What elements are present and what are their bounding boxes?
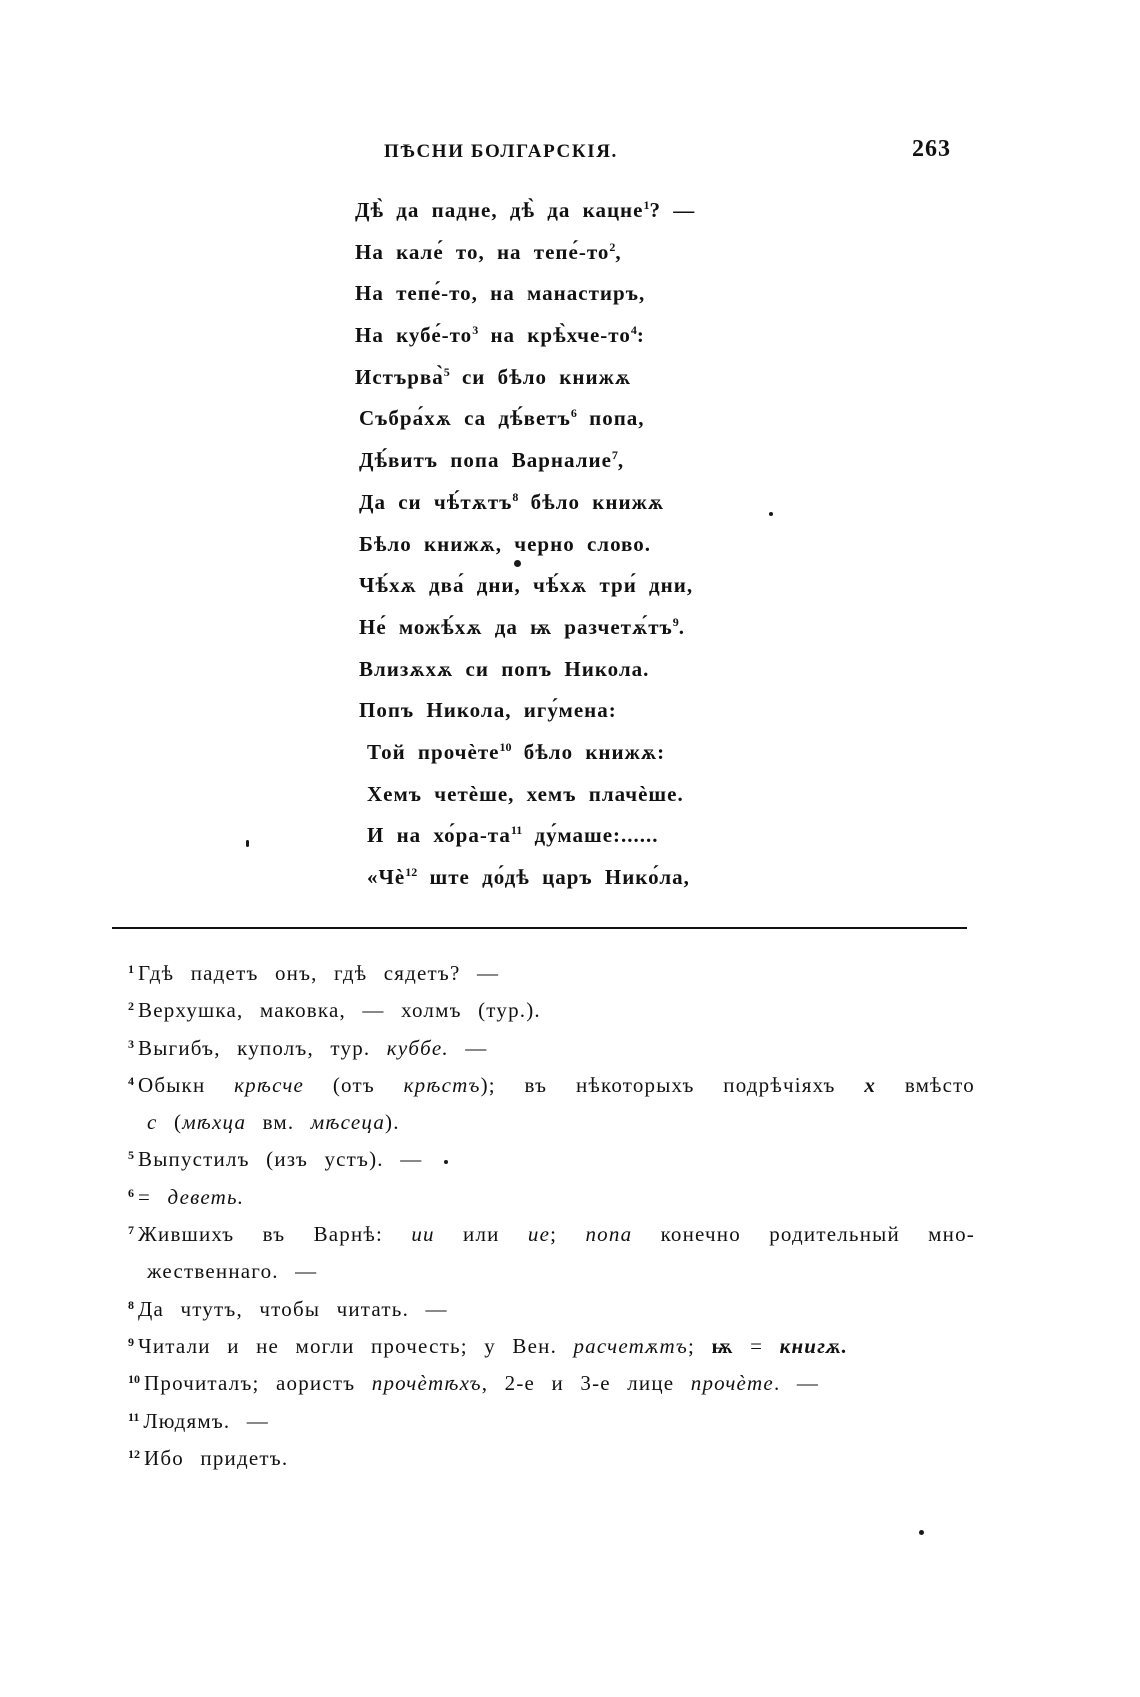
- footnote-ref-8: 8: [512, 489, 519, 504]
- verse-text: На кале́ то, на тепе́-то: [355, 239, 610, 264]
- footnote-ref-10: 10: [499, 739, 512, 754]
- footnote-line: [128, 1365, 975, 1402]
- footnote-ref-2: 2: [609, 239, 616, 254]
- footnote-9: [128, 1328, 975, 1365]
- footnote-text: ;: [687, 1333, 712, 1358]
- verse-line: [355, 357, 775, 399]
- footnote-text: Гдѣ падетъ онъ, гдѣ сядетъ? —: [138, 961, 500, 985]
- verse-text: Да си чѣ́тѫтъ: [359, 489, 513, 514]
- footnote-text: с: [147, 1110, 158, 1135]
- footnote-6: [128, 1179, 975, 1216]
- footnote-text: =: [138, 1184, 168, 1209]
- verse-text: ? —: [649, 198, 696, 222]
- footnote-number: 10: [128, 1372, 140, 1387]
- footnote-line: [128, 1104, 975, 1141]
- running-title: ПѢСНИ БОЛГАРСКІЯ.: [384, 141, 618, 162]
- footnote-text: крѣсче: [234, 1072, 305, 1097]
- footnote-ref-6: 6: [570, 406, 577, 421]
- footnote-5: [128, 1141, 975, 1178]
- footnotes-block: [128, 955, 975, 1477]
- verse-line: [355, 398, 775, 440]
- footnote-text: —: [448, 1035, 488, 1060]
- verse-text: Хемъ четѐше, хемъ плачѐше.: [367, 781, 684, 806]
- footnote-text: или: [434, 1222, 528, 1247]
- verse-text: Попъ Никола, игу́мена:: [359, 698, 617, 723]
- footnote-ref-11: 11: [510, 823, 523, 838]
- verse-text: Чѣ́хѫ два́ дни, чѣ́хѫ три́ дни,: [359, 573, 694, 598]
- verse-line: [355, 690, 775, 732]
- verse-text: :: [636, 323, 645, 348]
- footnote-text: ;: [550, 1222, 586, 1247]
- footnote-line: [128, 1030, 975, 1067]
- footnote-line: [128, 1067, 975, 1104]
- footnote-text: мѣсеца: [310, 1110, 386, 1135]
- footnote-text: Прочиталъ; аористъ: [144, 1371, 372, 1396]
- verse-text: «Чѐ: [367, 865, 406, 889]
- footnote-12: [128, 1440, 975, 1477]
- footnote-line: [128, 1440, 975, 1477]
- footnote-text: жественнаго. —: [147, 1259, 318, 1284]
- footnote-text: (отъ: [304, 1072, 404, 1097]
- verse-text: Той прочѐте: [367, 739, 500, 764]
- verse-text: ,: [617, 448, 625, 473]
- ink-speck: [444, 1160, 448, 1164]
- verse-line: [355, 732, 775, 774]
- verse-text: .: [678, 614, 686, 639]
- verse-text: На тепе́-то, на манастиръ,: [355, 281, 646, 306]
- footnote-number: 7: [128, 1223, 134, 1238]
- verse-text: си бѣло книжѫ: [449, 364, 632, 389]
- verse-line: [355, 315, 775, 357]
- verse-line: [355, 482, 775, 524]
- footnote-number: 5: [128, 1148, 134, 1163]
- footnote-line: [128, 1179, 975, 1216]
- footnote-number: 8: [128, 1297, 134, 1312]
- footnote-text: Верхушка, маковка, — холмъ (тур.).: [138, 998, 541, 1023]
- footnote-text: вм.: [246, 1110, 311, 1135]
- verse-text: Дѣ́витъ попа Варналие: [359, 448, 612, 473]
- footnote-text: мѣхца: [182, 1110, 247, 1135]
- footnote-text: Обыкн: [138, 1072, 235, 1097]
- footnote-number: 6: [128, 1185, 134, 1200]
- verse-text: Не́ можѣ́хѫ да ѭ разчетѫ́тъ: [359, 614, 673, 639]
- verse-line: [355, 649, 775, 691]
- verse-line: [355, 273, 775, 315]
- footnote-line: [128, 1216, 975, 1253]
- footnote-text: ).: [385, 1110, 400, 1135]
- footnote-11: [128, 1403, 975, 1440]
- verse-line: [355, 815, 775, 857]
- footnote-ref-3: 3: [472, 323, 479, 338]
- verse-text: на крѣ̀хче-то: [478, 323, 631, 348]
- footnote-1: [128, 955, 975, 992]
- verse-text: ште до́дѣ царъ Нико́ла,: [417, 865, 690, 889]
- footnote-text: ие: [527, 1222, 551, 1247]
- footnote-4: [128, 1067, 975, 1142]
- footnote-ref-12: 12: [405, 865, 418, 879]
- footnote-text: книгѫ.: [779, 1333, 849, 1358]
- footnote-number: 3: [128, 1036, 134, 1051]
- verse-text: бѣло книжѫ: [518, 489, 665, 514]
- footnote-text: Ибо придетъ.: [144, 1445, 289, 1470]
- ink-speck: [246, 840, 249, 847]
- verse-text: ду́маше:......: [522, 823, 659, 848]
- footnote-text: Жившихъ въ Варнѣ:: [138, 1222, 412, 1247]
- footnote-text: Да чтутъ, чтобы читать. —: [138, 1296, 448, 1321]
- footnote-number: 11: [128, 1409, 140, 1424]
- verse-text: попа,: [576, 406, 645, 431]
- footnote-text: ии: [411, 1222, 435, 1247]
- verse-text: На кубе́-то: [355, 323, 473, 348]
- verse-text: Дѣ̀ да падне, дѣ̀ да кацне: [355, 198, 644, 222]
- verse-line: [355, 232, 775, 274]
- footnote-8: [128, 1291, 975, 1328]
- footnote-text: вмѣсто: [876, 1072, 975, 1097]
- verse-text: Бѣло книжѫ, черно слово.: [359, 531, 651, 556]
- footnote-text: деветь.: [167, 1184, 245, 1209]
- footnote-line: [128, 992, 975, 1029]
- footnote-3: [128, 1030, 975, 1067]
- verse-line: [355, 607, 775, 649]
- footnote-line: [128, 1403, 975, 1440]
- verse-text: Събра́хѫ са дѣ́ветъ: [359, 406, 571, 431]
- footnote-separator-rule: [112, 927, 967, 929]
- ink-speck: [769, 512, 773, 516]
- footnote-text: Выгибъ, куполъ, тур.: [138, 1035, 387, 1060]
- footnote-number: 4: [128, 1073, 134, 1088]
- footnote-10: [128, 1365, 975, 1402]
- footnote-text: крѣстъ: [403, 1072, 481, 1097]
- verse-line: [355, 440, 775, 482]
- footnote-text: конечно родительный мно-: [632, 1222, 975, 1247]
- footnote-7: [128, 1216, 975, 1291]
- footnote-text: =: [733, 1333, 780, 1358]
- footnote-text: Выпустилъ (изъ устъ). —: [138, 1147, 423, 1172]
- footnote-number: 2: [128, 999, 134, 1014]
- footnote-ref-5: 5: [443, 364, 450, 379]
- footnote-ref-1: 1: [643, 198, 650, 212]
- footnote-text: прочѐте: [690, 1371, 774, 1396]
- footnote-text: Людямъ. —: [143, 1408, 270, 1433]
- song-verse: [355, 190, 775, 899]
- footnote-ref-9: 9: [672, 614, 679, 629]
- footnote-text: прочѐтѣхъ: [371, 1371, 482, 1396]
- verse-text: Истърва̀: [355, 364, 444, 389]
- ink-speck: [514, 560, 521, 567]
- verse-text: ,: [615, 239, 622, 264]
- verse-line: [355, 774, 775, 816]
- verse-text: бѣло книжѫ:: [511, 739, 666, 764]
- verse-line: [355, 565, 775, 607]
- verse-line: [355, 190, 775, 232]
- footnote-number: 12: [128, 1446, 140, 1461]
- footnote-line: [128, 1291, 975, 1328]
- verse-text: Влизѫхѫ си попъ Никола.: [359, 656, 650, 681]
- ink-speck: [919, 1530, 924, 1535]
- verse-text: И на хо́ра-та: [367, 823, 511, 848]
- page-number: 263: [912, 136, 951, 162]
- footnote-line: [128, 1141, 975, 1178]
- footnote-text: ѭ: [711, 1333, 734, 1358]
- footnote-text: х: [864, 1072, 877, 1097]
- footnote-text: , 2-е и 3-е лице: [481, 1371, 691, 1396]
- footnote-number: 9: [128, 1334, 134, 1349]
- footnote-text: (: [157, 1110, 183, 1135]
- footnote-2: [128, 992, 975, 1029]
- footnote-ref-7: 7: [611, 448, 618, 463]
- footnote-text: куббе.: [386, 1035, 449, 1060]
- footnote-text: ); въ нѣкоторыхъ подрѣчіяхъ: [480, 1072, 865, 1097]
- verse-line: [355, 524, 775, 566]
- verse-line: [355, 857, 775, 899]
- footnote-line: [128, 1253, 975, 1290]
- footnote-text: . —: [773, 1371, 820, 1396]
- footnote-number: 1: [128, 962, 134, 976]
- footnote-ref-4: 4: [630, 323, 637, 338]
- footnote-text: Читали и не могли прочесть; у Вен.: [138, 1333, 574, 1358]
- footnote-text: расчетѫтъ: [573, 1333, 688, 1358]
- footnote-text: попа: [585, 1222, 633, 1247]
- footnote-line: [128, 955, 975, 992]
- footnote-line: [128, 1328, 975, 1365]
